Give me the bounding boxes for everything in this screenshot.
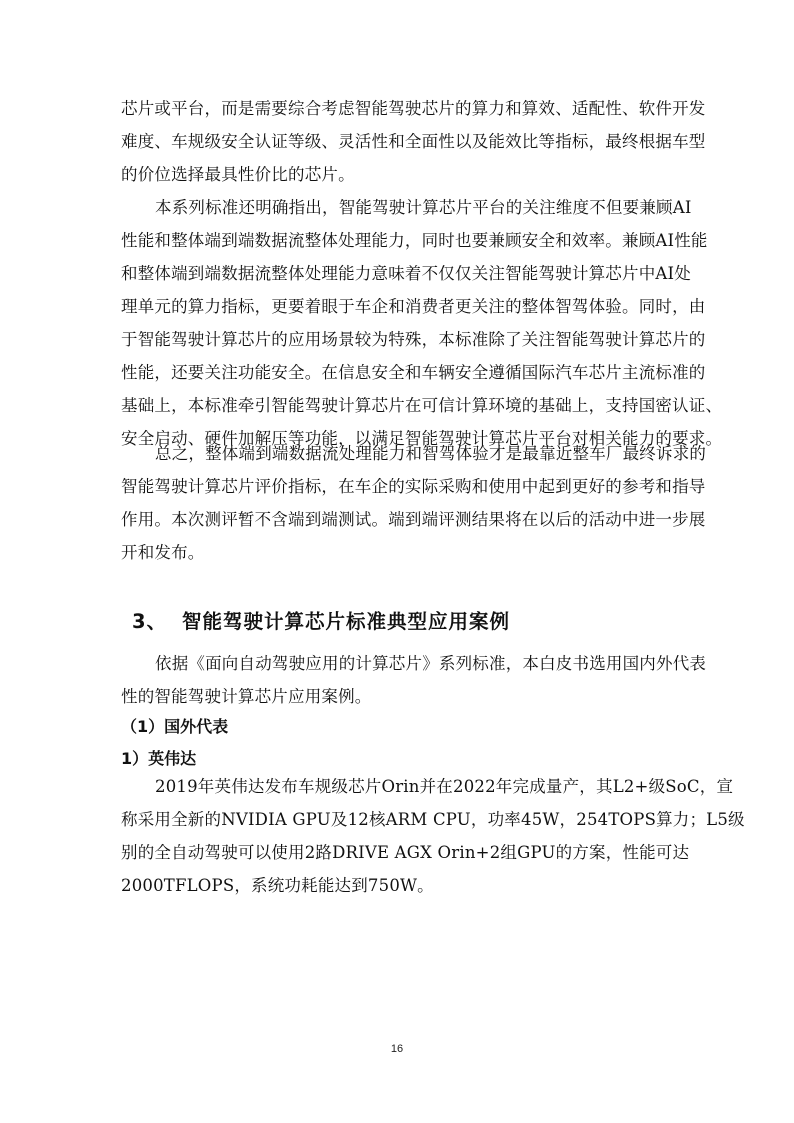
text-line: 理单元的算力指标，更要着眼于车企和消费者更关注的整体智驾体验。同时，由 xyxy=(121,297,706,316)
text-line: 和整体端到端数据流整体处理能力意味着不仅仅关注智能驾驶计算芯片中AI处 xyxy=(121,264,691,283)
text-line: 安全启动、硬件加解压等功能，以满足智能驾驶计算芯片平台对相关能力的要求。 xyxy=(121,429,723,448)
text-line: 性能和整体端到端数据流整体处理能力，同时也要兼顾安全和效率。兼顾AI性能 xyxy=(121,231,708,250)
section-heading xyxy=(132,606,510,634)
text-line: 于智能驾驶计算芯片的应用场景较为特殊，本标准除了关注智能驾驶计算芯片的 xyxy=(121,330,706,349)
text-line: 别的全自动驾驶可以使用2路DRIVE AGX Orin+2组GPU的方案，性能可达 xyxy=(121,843,690,862)
text-line: 性能，还要关注功能安全。在信息安全和车辆安全遵循国际汽车芯片主流标准的 xyxy=(121,363,706,382)
text-line: 本系列标准还明确指出，智能驾驶计算芯片平台的关注维度不但要兼顾AI xyxy=(155,198,692,217)
subheading-foreign: （1）国外代表 xyxy=(121,717,229,736)
subheading-nvidia: 1）英伟达 xyxy=(121,749,197,768)
text-line: 性的智能驾驶计算芯片应用案例。 xyxy=(121,687,372,706)
text-line: 总之，整体端到端数据流处理能力和智驾体验才是最靠近整车厂最终诉求的 xyxy=(155,444,707,463)
page-number: 16 xyxy=(390,1043,404,1055)
text-line: 2019年英伟达发布车规级芯片Orin并在2022年完成量产，其L2+级SoC，宣 xyxy=(155,777,734,796)
section-title: 智能驾驶计算芯片标准典型应用案例 xyxy=(182,610,511,633)
text-line: 的价位选择最具性价比的芯片。 xyxy=(121,165,355,184)
text-line: 开和发布。 xyxy=(121,543,205,562)
text-line: 芯片或平台，而是需要综合考虑智能驾驶芯片的算力和算效、适配性、软件开发 xyxy=(121,99,706,118)
text-line: 作用。本次测评暂不含端到端测试。端到端评测结果将在以后的活动中进一步展 xyxy=(121,510,706,529)
text-line: 难度、车规级安全认证等级、灵活性和全面性以及能效比等指标，最终根据车型 xyxy=(121,132,706,151)
text-line: 2000TFLOPS，系统功耗能达到750W。 xyxy=(121,876,434,895)
text-line: 依据《面向自动驾驶应用的计算芯片》系列标准，本白皮书选用国内外代表 xyxy=(155,654,707,673)
text-line: 基础上，本标准牵引智能驾驶计算芯片在可信计算环境的基础上，支持国密认证、 xyxy=(121,396,723,415)
section-number: 3、 xyxy=(132,610,168,633)
text-line: 智能驾驶计算芯片评价指标，在车企的实际采购和使用中起到更好的参考和指导 xyxy=(121,477,706,496)
text-line: 称采用全新的NVIDIA GPU及12核ARM CPU，功率45W，254TOPS算力；L5级 xyxy=(121,810,745,829)
